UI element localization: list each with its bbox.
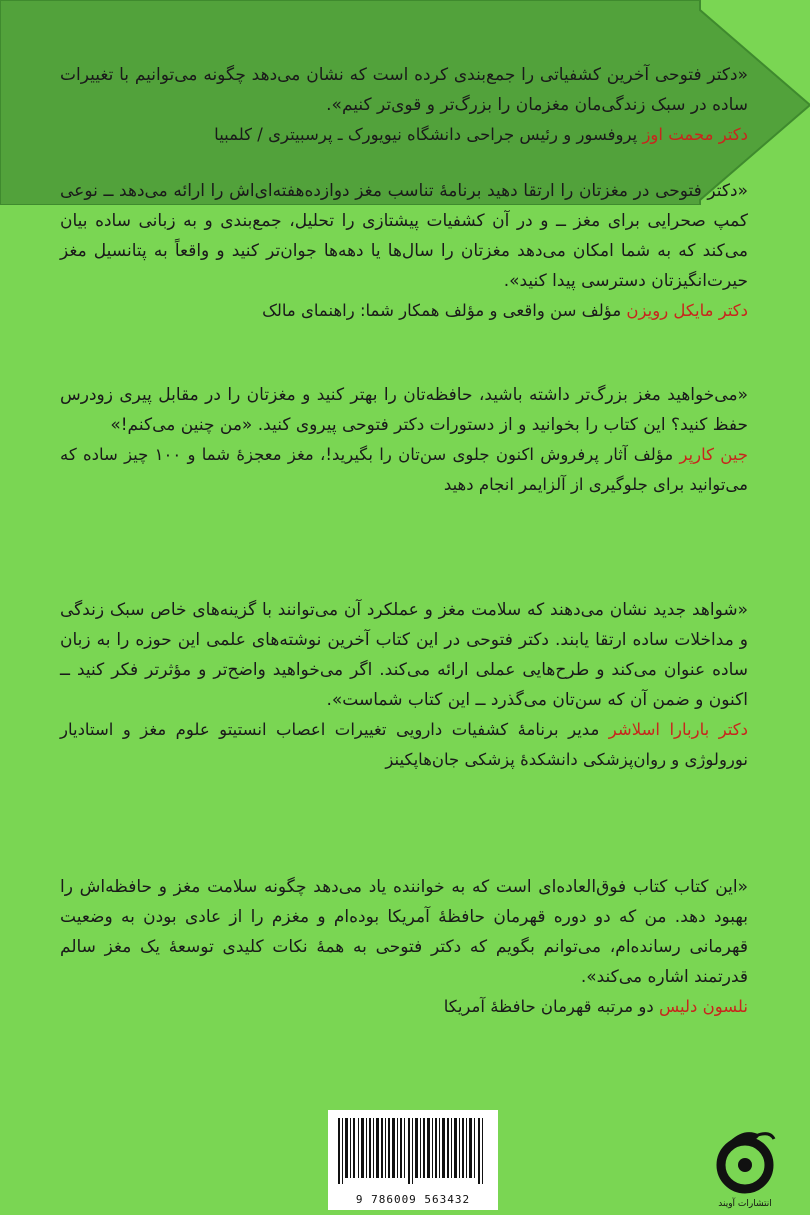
quote-2 — [60, 176, 748, 326]
quote-1-credential: پروفسور و رئیس جراحی دانشگاه نیویورک ـ پرسبیتری / کلمبیا — [214, 125, 638, 144]
quote-4-text: «شواهد جدید نشان می‌دهند که سلامت مغز و عملکرد آن می‌توانند با گزینه‌های خاص سبک زندگی و مداخلات ساده ارتقا یابند. دکتر فتوحی در این کتاب آخرین نوشته‌های علمی این حوزه را به زبان ساده عنوان می‌کند و طرح‌هایی عملی ارائه می‌کند. اگر می‌خواهید واضح‌تر و مؤثرتر فکر کنید ــ اکنون و ضمن آن که سن‌تان می‌گذرد ــ این کتاب شماست». — [60, 600, 748, 710]
quote-2-author: دکتر مایکل رویزن — [626, 301, 748, 320]
quote-5-credential: دو مرتبه قهرمان حافظهٔ آمریکا — [443, 997, 654, 1016]
quote-4 — [60, 595, 748, 775]
quote-3-text: «می‌خواهید مغز بزرگ‌تر داشته باشید، حافظه‌تان را بهتر کنید و مغزتان را در مقابل پیری زودرس حفظ کنید؟ این کتاب را بخوانید و از دستورات دکتر فتوحی پیروی کنید. «من چنین می‌کنم!» — [60, 385, 748, 435]
quote-4-attribution — [60, 715, 748, 775]
publisher-name: انتشارات آویند — [718, 1199, 772, 1209]
quote-5 — [60, 872, 748, 1022]
quote-5-attribution — [60, 992, 748, 1022]
quote-2-text: «دکتر فتوحی در مغزتان را ارتقا دهید برنامهٔ تناسب مغز دوازده‌هفته‌ای‌اش را ارائه می‌دهد ــ نوعی کمپ صحرایی برای مغز ــ و در آن کشفیات پیشتازی را تحلیل، جمع‌بندی و به زبانی ساده بیان می‌کند که به شما امکان می‌دهد مغزتان را سال‌ها یا دهه‌ها جوان‌تر کنید و واقعاً به پتانسیل مغز حیرت‌انگیزتان دسترسی پیدا کنید». — [60, 181, 748, 291]
quote-1 — [60, 60, 748, 150]
quote-1-attribution — [60, 120, 748, 150]
quote-3-credential: مؤلف آثار پرفروش اکنون جلوی سن‌تان را بگیرید!، مغز معجزهٔ شما و ۱۰۰ چیز ساده که می‌توانید برای جلوگیری از آلزایمر انجام دهید — [60, 445, 748, 494]
quote-3-author: جین کارپر — [679, 445, 749, 464]
quote-1-text: «دکتر فتوحی آخرین کشفیاتی را جمع‌بندی کرده است که نشان می‌دهد چگونه می‌توانیم با تغییرات ساده در سبک زندگی‌مان مغزمان را بزرگ‌تر و قوی‌تر کنیم». — [60, 65, 748, 115]
quote-4-author: دکتر باربارا اسلاشر — [608, 720, 748, 739]
quote-5-author: نلسون دلیس — [658, 997, 748, 1016]
publisher-logo-icon — [700, 1125, 790, 1195]
publisher-logo — [700, 1125, 790, 1215]
quote-2-credential: مؤلف سن واقعی و مؤلف همکار شما: راهنمای مالک — [262, 301, 622, 320]
quote-3-attribution — [60, 440, 748, 500]
quote-3 — [60, 380, 748, 500]
quote-5-text: «این کتاب کتاب فوق‌العاده‌ای است که به خواننده یاد می‌دهد چگونه سلامت مغز و حافظه‌اش را بهبود دهد. من که دو دوره قهرمان حافظهٔ آمریکا بوده‌ام و مغزم را از عادی بودن به وضعیت قهرمانی رسانده‌ام، می‌توانم بگویم که دکتر فتوحی به همهٔ نکات کلیدی توسعهٔ یک مغز سالم قدرتمند اشاره می‌کند». — [60, 877, 748, 987]
quote-2-attribution — [60, 296, 748, 326]
quote-1-author: دکتر محمت اوز — [642, 125, 748, 144]
barcode-bars — [328, 1110, 498, 1190]
isbn-barcode — [328, 1110, 498, 1210]
quote-4-credential: مدیر برنامهٔ کشفیات دارویی تغییرات اعصاب انستیتو علوم مغز و استادیار نورولوژی و روان‌پزشکی دانشکدهٔ پزشکی جان‌هاپکینز — [60, 720, 748, 769]
isbn-number: 9 786009 563432 — [355, 1193, 471, 1206]
